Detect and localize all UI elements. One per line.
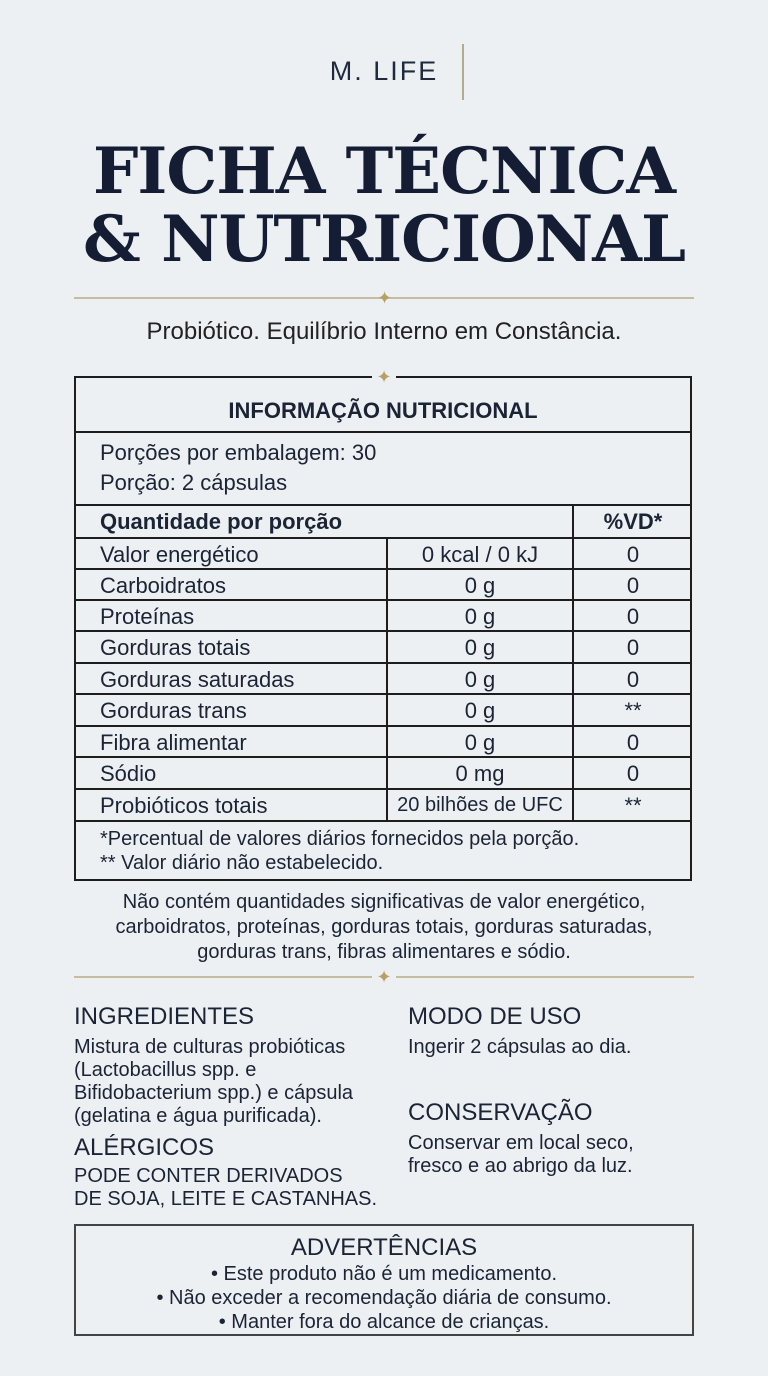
allergens-heading: ALÉRGICOS	[74, 1134, 215, 1161]
nutrient-dv: 0	[626, 635, 640, 660]
nutrient-name: Gorduras trans	[100, 698, 247, 723]
warnings-box	[74, 1224, 694, 1336]
serving-size: Porção: 2 cápsulas	[100, 470, 288, 495]
nutrient-name: Proteínas	[100, 604, 195, 629]
usage-heading: MODO DE USO	[408, 1003, 582, 1030]
title-line-2: & NUTRICIONAL	[83, 202, 685, 277]
allergens-line: DE SOJA, LEITE E CASTANHAS.	[74, 1188, 378, 1210]
table-rule	[76, 431, 690, 433]
brand-divider	[462, 44, 464, 100]
title-line-1: FICHA TÉCNICA	[92, 134, 676, 209]
nutrient-dv: **	[624, 793, 642, 818]
storage-text	[408, 1132, 634, 1178]
warnings-heading: ADVERTÊNCIAS	[290, 1234, 478, 1261]
note-line: Não contém quantidades significativas de valor energético,	[122, 891, 646, 913]
footnote-dv: *Percentual de valores diários fornecidos pela porção.	[100, 828, 580, 850]
nutrient-name: Gorduras saturadas	[100, 667, 295, 692]
nutrient-amount: 20 bilhões de UFC	[397, 794, 563, 816]
warning-item: • Não exceder a recomendação diária de consumo.	[156, 1287, 612, 1309]
ingredients-line: Bifidobacterium spp.) e cápsula	[74, 1082, 354, 1104]
nutrient-dv: 0	[626, 573, 640, 598]
note-line: carboidratos, proteínas, gorduras totais, gorduras saturadas,	[115, 916, 653, 938]
nutrient-amount: 0 g	[464, 635, 496, 660]
nutrition-facts-table	[74, 376, 692, 881]
nutrient-dv: 0	[626, 761, 640, 786]
nutrient-dv: 0	[626, 604, 640, 629]
warning-item: • Manter fora do alcance de crianças.	[218, 1311, 550, 1333]
nutrient-amount: 0 g	[464, 730, 496, 755]
diamond-ornament-icon: ✦	[372, 370, 396, 384]
ingredients-line: Mistura de culturas probióticas	[74, 1036, 346, 1058]
nutrient-amount: 0 mg	[455, 761, 505, 786]
brand-logo: M. LIFE	[329, 56, 439, 86]
nutrient-amount: 0 g	[464, 573, 496, 598]
diamond-ornament-icon: ✦	[372, 970, 396, 984]
nutrient-amount: 0 g	[464, 698, 496, 723]
ingredients-heading: INGREDIENTES	[74, 1003, 255, 1030]
nutrient-name: Fibra alimentar	[100, 730, 247, 755]
usage-line: Ingerir 2 cápsulas ao dia.	[408, 1036, 632, 1058]
warning-item: • Este produto não é um medicamento.	[210, 1263, 558, 1285]
nutrient-dv: **	[624, 698, 642, 723]
servings-per-package: Porções por embalagem: 30	[100, 440, 377, 465]
allergens-text	[74, 1165, 377, 1211]
header-amount: Quantidade por porção	[100, 509, 343, 534]
diamond-ornament-icon: ✦	[377, 288, 393, 308]
ingredients-text	[74, 1036, 353, 1128]
ingredients-line: (Lactobacillus spp. e	[74, 1059, 257, 1081]
nutrient-amount: 0 g	[464, 667, 496, 692]
nutrient-dv: 0	[626, 667, 640, 692]
nutrient-name: Carboidratos	[100, 573, 226, 598]
nutrient-amount: 0 g	[464, 604, 496, 629]
ingredients-line: (gelatina e água purificada).	[74, 1105, 322, 1127]
storage-heading: CONSERVAÇÃO	[408, 1099, 593, 1126]
nutrient-dv: 0	[626, 730, 640, 755]
nutrition-note	[74, 890, 694, 965]
nutrient-name: Valor energético	[100, 542, 259, 567]
nutrient-name: Gorduras totais	[100, 635, 251, 660]
footnote-not-established: ** Valor diário não estabelecido.	[100, 852, 384, 874]
nutrition-title: INFORMAÇÃO NUTRICIONAL	[228, 398, 538, 423]
storage-line: fresco e ao abrigo da luz.	[408, 1155, 633, 1177]
nutrient-name: Probióticos totais	[100, 793, 268, 818]
header-dv: %VD*	[603, 509, 663, 534]
storage-line: Conservar em local seco,	[408, 1132, 634, 1154]
table-rule	[76, 820, 690, 822]
usage-text	[408, 1036, 631, 1059]
subtitle: Probiótico. Equilíbrio Interno em Constância.	[146, 318, 622, 345]
allergens-line: PODE CONTER DERIVADOS	[74, 1165, 343, 1187]
nutrient-amount: 0 kcal / 0 kJ	[421, 542, 539, 567]
nutrient-name: Sódio	[100, 761, 157, 786]
note-line: gorduras trans, fibras alimentares e sódio.	[197, 941, 571, 963]
page-title	[0, 134, 768, 277]
nutrient-dv: 0	[626, 542, 640, 567]
